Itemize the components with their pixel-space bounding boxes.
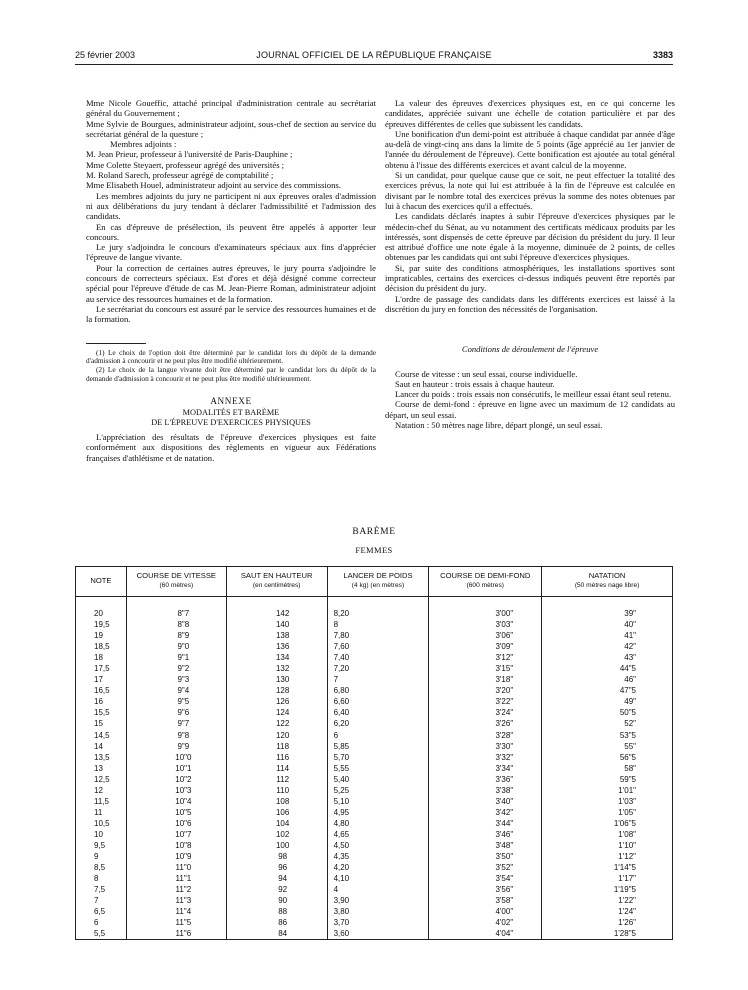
bareme-title: BARÈME bbox=[352, 527, 396, 537]
table-cell: 3'26" bbox=[429, 718, 542, 729]
table-cell: 7,60 bbox=[327, 641, 429, 652]
paragraph: Le jury s'adjoindra le concours d'examinateurs spéciaux aux fins d'apprécier l'épreuve de langue vivante. bbox=[86, 242, 376, 263]
table-cell: 9 bbox=[76, 851, 127, 862]
table-cell: 3'34" bbox=[429, 763, 542, 774]
paragraph: Les candidats déclarés inaptes à subir l'épreuve d'exercices physiques par le médecin-chef du Sénat, au vu notamment des certificats médicaux produits par les intéressés, sont dispensés de cette épreuve par décision du président du jury. Il leur est attribué d'office une note égale à la moyenne, diminuée de 2 points, de celles obtenues par les candidats qui ont subi l'épreuve d'exercices physiques. bbox=[385, 211, 675, 263]
table-cell: 40" bbox=[542, 619, 673, 630]
table-cell: 3'18" bbox=[429, 674, 542, 685]
footnote: (1) Le choix de l'option doit être déterminé par le candidat lors du dépôt de la demande d'admission à concourir et ne peut plus être modifié ultérieurement. bbox=[86, 347, 376, 366]
table-cell: 3'30" bbox=[429, 741, 542, 752]
table-cell: 3'48" bbox=[429, 840, 542, 851]
table-cell: 5,85 bbox=[327, 741, 429, 752]
header-page-number: 3383 bbox=[652, 50, 673, 60]
table-cell: 84 bbox=[226, 928, 327, 940]
table-cell: 11"3 bbox=[126, 895, 226, 906]
table-cell: 116 bbox=[226, 752, 327, 763]
table-cell: 50"5 bbox=[542, 707, 673, 718]
table-cell: 11"6 bbox=[126, 928, 226, 940]
column-header: COURSE DE DEMI-FOND (600 mètres) bbox=[429, 567, 542, 597]
table-cell: 12 bbox=[76, 785, 127, 796]
paragraph: Course de demi-fond : épreuve en ligne avec un maximum de 12 candidats au départ, un seul essai. bbox=[385, 399, 675, 420]
table-row bbox=[76, 785, 673, 796]
table-cell: 5,10 bbox=[327, 796, 429, 807]
table-cell: 19 bbox=[76, 630, 127, 641]
table-cell: 13,5 bbox=[76, 752, 127, 763]
table-cell: 8"7 bbox=[126, 608, 226, 619]
table-cell: 132 bbox=[226, 663, 327, 674]
table-cell: 6 bbox=[327, 730, 429, 741]
table-cell: 17 bbox=[76, 674, 127, 685]
bareme-subtitle: FEMMES bbox=[355, 545, 393, 555]
table-cell: 39" bbox=[542, 608, 673, 619]
table-cell: 96 bbox=[226, 862, 327, 873]
paragraph: Une bonification d'un demi-point est attribuée à chaque candidat par année d'âge au-delà de vingt-cinq ans dans la limite de 5 points (âge apprécié au 1er janvier de l'année du déroulement de l'épreuve). Cette bonification est ajoutée au total général obtenu à l'issue des différents exercices et avant calcul de la moyenne. bbox=[385, 128, 675, 170]
table-cell: 4,10 bbox=[327, 873, 429, 884]
table-cell: 1'26" bbox=[542, 917, 673, 928]
table-cell: 1'19"5 bbox=[542, 884, 673, 895]
page-header bbox=[75, 50, 673, 64]
table-cell: 8"9 bbox=[126, 630, 226, 641]
table-cell: 3'50" bbox=[429, 851, 542, 862]
annexe-subtitle: MODALITÉS ET BARÈME bbox=[182, 408, 280, 418]
header-rule bbox=[75, 64, 673, 65]
table-row bbox=[76, 873, 673, 884]
table-cell: 3'38" bbox=[429, 785, 542, 796]
table-cell: 59"5 bbox=[542, 774, 673, 785]
table-cell: 58" bbox=[542, 763, 673, 774]
table-row bbox=[76, 641, 673, 652]
column-header: LANCER DE POIDS (4 kg) (en mètres) bbox=[327, 567, 429, 597]
table-cell: 136 bbox=[226, 641, 327, 652]
table-cell: 6,60 bbox=[327, 696, 429, 707]
table-cell: 104 bbox=[226, 818, 327, 829]
table-cell: 6,40 bbox=[327, 707, 429, 718]
table-cell: 3'03" bbox=[429, 619, 542, 630]
left-column bbox=[86, 98, 376, 463]
table-cell: 3'09" bbox=[429, 641, 542, 652]
table-cell: 90 bbox=[226, 895, 327, 906]
table-cell: 10"8 bbox=[126, 840, 226, 851]
table-cell: 42" bbox=[542, 641, 673, 652]
table-cell: 1'05" bbox=[542, 807, 673, 818]
table-cell: 6 bbox=[76, 917, 127, 928]
table-cell: 4,65 bbox=[327, 829, 429, 840]
table-cell: 3'36" bbox=[429, 774, 542, 785]
table-cell: 9"1 bbox=[126, 652, 226, 663]
table-cell: 3'32" bbox=[429, 752, 542, 763]
table-cell: 1'06"5 bbox=[542, 818, 673, 829]
table-row bbox=[76, 796, 673, 807]
table-cell: 49" bbox=[542, 696, 673, 707]
table-cell: 3'52" bbox=[429, 862, 542, 873]
table-cell: 5,25 bbox=[327, 785, 429, 796]
column-header: COURSE DE VITESSE (60 mètres) bbox=[126, 567, 226, 597]
table-cell: 11 bbox=[76, 807, 127, 818]
table-cell: 122 bbox=[226, 718, 327, 729]
table-cell: 4,95 bbox=[327, 807, 429, 818]
table-cell: 3'12" bbox=[429, 652, 542, 663]
table-cell: 140 bbox=[226, 619, 327, 630]
table-cell: 10 bbox=[76, 829, 127, 840]
table-cell: 8,5 bbox=[76, 862, 127, 873]
table-cell: 138 bbox=[226, 630, 327, 641]
table-cell: 4,35 bbox=[327, 851, 429, 862]
paragraph: Si, par suite des conditions atmosphériques, les installations sportives sont impraticables, certains des exercices ci-dessus indiqués peuvent être reportés par décision du président du jury. bbox=[385, 262, 675, 294]
table-cell: 44"5 bbox=[542, 663, 673, 674]
paragraph: Pour la correction de certaines autres épreuves, le jury pourra s'adjoindre le concours de correcteurs spéciaux. Est d'ores et déjà désigné comme correcteur spécial pour l'épreuve d'étude de cas M. Jean-Pierre Roman, administrateur adjoint au service des ressources humaines et de la formation. bbox=[86, 262, 376, 304]
table-row bbox=[76, 630, 673, 641]
table-cell: 1'10" bbox=[542, 840, 673, 851]
table-cell: 3,80 bbox=[327, 906, 429, 917]
table-cell: 5,5 bbox=[76, 928, 127, 940]
table-cell: 4,20 bbox=[327, 862, 429, 873]
table-cell: 3,60 bbox=[327, 928, 429, 940]
header-journal-title: JOURNAL OFFICIEL DE LA RÉPUBLIQUE FRANÇAISE bbox=[256, 50, 492, 60]
table-cell: 47"5 bbox=[542, 685, 673, 696]
table-cell: 43" bbox=[542, 652, 673, 663]
header-date: 25 février 2003 bbox=[75, 50, 136, 60]
paragraph: Le secrétariat du concours est assuré par le service des ressources humaines et de la formation. bbox=[86, 303, 376, 325]
table-cell: 6,20 bbox=[327, 718, 429, 729]
paragraph: Si un candidat, pour quelque cause que ce soit, ne peut effectuer la totalité des exercices prévus, la note qui lui est attribuée à la fin de l'épreuve est calculée en divisant par le nombre total des exercices prévus la somme des notes obtenues par lui à chacun des exercices qu'il a effectués. bbox=[385, 170, 675, 211]
table-cell: 53"5 bbox=[542, 730, 673, 741]
paragraph: L'appréciation des résultats de l'épreuve d'exercices physiques est faite conformément aux dispositions des règlements en vigueur aux Fédérations françaises d'athlétisme et de natation. bbox=[86, 432, 376, 463]
table-row bbox=[76, 741, 673, 752]
table-row bbox=[76, 895, 673, 906]
table-cell: 18 bbox=[76, 652, 127, 663]
table-cell: 16 bbox=[76, 696, 127, 707]
paragraph: Membres adjoints : bbox=[110, 139, 177, 150]
table-cell: 126 bbox=[226, 696, 327, 707]
table-cell: 46" bbox=[542, 674, 673, 685]
table-cell: 10"2 bbox=[126, 774, 226, 785]
table-cell: 9"3 bbox=[126, 674, 226, 685]
table-row bbox=[76, 829, 673, 840]
table-cell: 110 bbox=[226, 785, 327, 796]
table-row bbox=[76, 608, 673, 619]
table-cell: 8,20 bbox=[327, 608, 429, 619]
table-cell: 9"5 bbox=[126, 696, 226, 707]
table-cell: 102 bbox=[226, 829, 327, 840]
table-row bbox=[76, 619, 673, 630]
table-cell: 9,5 bbox=[76, 840, 127, 851]
table-cell: 10"0 bbox=[126, 752, 226, 763]
table-row bbox=[76, 807, 673, 818]
paragraph: Mme Elisabeth Houel, administrateur adjoint au service des commissions. bbox=[86, 180, 341, 191]
table-cell: 12,5 bbox=[76, 774, 127, 785]
table-cell: 128 bbox=[226, 685, 327, 696]
table-row bbox=[76, 928, 673, 940]
table-cell: 11"0 bbox=[126, 862, 226, 873]
table-cell: 112 bbox=[226, 774, 327, 785]
annexe-subtitle: DE L'ÉPREUVE D'EXERCICES PHYSIQUES bbox=[151, 418, 311, 428]
table-cell: 9"4 bbox=[126, 685, 226, 696]
table-cell: 3'44" bbox=[429, 818, 542, 829]
table-cell: 10"6 bbox=[126, 818, 226, 829]
table-cell: 55" bbox=[542, 741, 673, 752]
table-cell: 5,70 bbox=[327, 752, 429, 763]
table-cell: 3,90 bbox=[327, 895, 429, 906]
table-cell: 10,5 bbox=[76, 818, 127, 829]
table-row bbox=[76, 652, 673, 663]
table-cell: 3'40" bbox=[429, 796, 542, 807]
table-cell: 8 bbox=[327, 619, 429, 630]
table-cell: 1'28"5 bbox=[542, 928, 673, 940]
table-cell: 1'12" bbox=[542, 851, 673, 862]
table-cell: 3'54" bbox=[429, 873, 542, 884]
table-cell: 9"8 bbox=[126, 730, 226, 741]
table-cell: 3'20" bbox=[429, 685, 542, 696]
table-cell: 3'42" bbox=[429, 807, 542, 818]
table-cell: 10"3 bbox=[126, 785, 226, 796]
table-cell: 98 bbox=[226, 851, 327, 862]
table-body bbox=[76, 597, 673, 940]
table-cell: 134 bbox=[226, 652, 327, 663]
table-cell: 1'08" bbox=[542, 829, 673, 840]
table-cell: 88 bbox=[226, 906, 327, 917]
table-cell: 4'04" bbox=[429, 928, 542, 940]
paragraph: Lancer du poids : trois essais non consécutifs, le meilleur essai étant seul retenu. bbox=[395, 389, 672, 400]
table-row bbox=[76, 840, 673, 851]
table-row bbox=[76, 884, 673, 895]
table-row bbox=[76, 862, 673, 873]
table-cell: 13 bbox=[76, 763, 127, 774]
table-cell: 3'58" bbox=[429, 895, 542, 906]
footnote: (2) Le choix de la langue vivante doit être déterminé par le candidat lors du dépôt de la demande d'admission à concourir et ne peut plus être modifié ultérieurement. bbox=[86, 365, 376, 383]
table-row bbox=[76, 818, 673, 829]
table-row bbox=[76, 851, 673, 862]
right-column bbox=[385, 98, 675, 430]
table-cell: 3'00" bbox=[429, 608, 542, 619]
table-cell: 3,70 bbox=[327, 917, 429, 928]
table-cell: 106 bbox=[226, 807, 327, 818]
table-cell: 8"8 bbox=[126, 619, 226, 630]
table-cell: 3'06" bbox=[429, 630, 542, 641]
spacer bbox=[86, 325, 376, 336]
table-cell: 120 bbox=[226, 730, 327, 741]
column-header: NOTE bbox=[76, 567, 127, 597]
table-cell: 7,40 bbox=[327, 652, 429, 663]
paragraph: M. Roland Sarech, professeur agrégé de comptabilité ; bbox=[86, 170, 274, 181]
table-cell: 10"4 bbox=[126, 796, 226, 807]
table-cell: 124 bbox=[226, 707, 327, 718]
table-header-row bbox=[76, 567, 673, 597]
table-cell: 56"5 bbox=[542, 752, 673, 763]
paragraph: Les membres adjoints du jury ne participent ni aux épreuves orales d'admission ni aux délibérations du jury tendant à déclarer l'admissibilité et l'admission des candidats. bbox=[86, 190, 376, 222]
table-cell: 14,5 bbox=[76, 730, 127, 741]
table-cell: 142 bbox=[226, 608, 327, 619]
table-row bbox=[76, 917, 673, 928]
table-row bbox=[76, 752, 673, 763]
table-cell: 4,50 bbox=[327, 840, 429, 851]
table-cell: 1'03" bbox=[542, 796, 673, 807]
table-cell: 3'56" bbox=[429, 884, 542, 895]
table-cell: 3'22" bbox=[429, 696, 542, 707]
column-header: SAUT EN HAUTEUR (en centimètres) bbox=[226, 567, 327, 597]
table-row bbox=[76, 663, 673, 674]
table-cell: 1'14"5 bbox=[542, 862, 673, 873]
paragraph: Mme Nicole Goueffic, attaché principal d'administration centrale au secrétariat général du Gouvernement ; bbox=[86, 98, 376, 119]
table-cell: 4 bbox=[327, 884, 429, 895]
table-cell: 3'24" bbox=[429, 707, 542, 718]
table-cell: 118 bbox=[226, 741, 327, 752]
table-row bbox=[76, 718, 673, 729]
table-row bbox=[76, 763, 673, 774]
column-header: NATATION (50 mètres nage libre) bbox=[542, 567, 673, 597]
paragraph: La valeur des épreuves d'exercices physiques est, en ce qui concerne les candidates, appréciée suivant une échelle de cotation particulière et par des épreuves différentes de celles que subissent les candidats. bbox=[385, 98, 675, 129]
table-cell: 11"2 bbox=[126, 884, 226, 895]
table-cell: 5,55 bbox=[327, 763, 429, 774]
table-cell: 41" bbox=[542, 630, 673, 641]
table-cell: 6,5 bbox=[76, 906, 127, 917]
table-cell: 11"5 bbox=[126, 917, 226, 928]
table-cell: 108 bbox=[226, 796, 327, 807]
table-cell: 11"4 bbox=[126, 906, 226, 917]
annexe-title: ANNEXE bbox=[210, 395, 252, 406]
table-cell: 4'00" bbox=[429, 906, 542, 917]
table-row bbox=[76, 730, 673, 741]
table-cell: 1'24" bbox=[542, 906, 673, 917]
table-cell: 94 bbox=[226, 873, 327, 884]
table-cell: 52" bbox=[542, 718, 673, 729]
paragraph: Course de vitesse : un seul essai, course individuelle. bbox=[395, 368, 578, 379]
paragraph: M. Jean Prieur, professeur à l'université de Paris-Dauphine ; bbox=[86, 149, 293, 160]
table-cell: 11,5 bbox=[76, 796, 127, 807]
table-cell: 8 bbox=[76, 873, 127, 884]
table-row bbox=[76, 696, 673, 707]
paragraph: En cas d'épreuve de présélection, ils peuvent être appelés à apporter leur concours. bbox=[86, 221, 376, 242]
table-row bbox=[76, 707, 673, 718]
paragraph: Mme Sylvie de Bourgues, administrateur adjoint, sous-chef de section au service du secrétariat général de la questure ; bbox=[86, 118, 376, 139]
table-cell: 92 bbox=[226, 884, 327, 895]
table-cell: 100 bbox=[226, 840, 327, 851]
paragraph: Saut en hauteur : trois essais à chaque hauteur. bbox=[395, 378, 555, 389]
table-cell: 6,80 bbox=[327, 685, 429, 696]
table-cell: 7,80 bbox=[327, 630, 429, 641]
table-row bbox=[76, 906, 673, 917]
footnote-rule bbox=[86, 343, 146, 344]
table-cell: 130 bbox=[226, 674, 327, 685]
table-cell: 7 bbox=[76, 895, 127, 906]
table-cell: 86 bbox=[226, 917, 327, 928]
table-cell: 9"9 bbox=[126, 741, 226, 752]
table-cell: 14 bbox=[76, 741, 127, 752]
table-cell: 3'46" bbox=[429, 829, 542, 840]
table-cell: 9"7 bbox=[126, 718, 226, 729]
table-cell: 4'02" bbox=[429, 917, 542, 928]
table-cell: 11"1 bbox=[126, 873, 226, 884]
table-cell: 19,5 bbox=[76, 619, 127, 630]
table-cell: 1'17" bbox=[542, 873, 673, 884]
table-row bbox=[76, 774, 673, 785]
table-cell: 7,20 bbox=[327, 663, 429, 674]
table-cell: 5,40 bbox=[327, 774, 429, 785]
table-cell: 16,5 bbox=[76, 685, 127, 696]
table-cell: 10"5 bbox=[126, 807, 226, 818]
table-cell: 1'01" bbox=[542, 785, 673, 796]
table-cell: 3'15" bbox=[429, 663, 542, 674]
table-cell: 10"9 bbox=[126, 851, 226, 862]
table-cell: 15,5 bbox=[76, 707, 127, 718]
table-cell: 114 bbox=[226, 763, 327, 774]
paragraph: L'ordre de passage des candidats dans les différents exercices est laissé à la discrétion du jury en fonction des nécessités de l'organisation. bbox=[385, 293, 675, 314]
table-cell: 7,5 bbox=[76, 884, 127, 895]
table-cell: 18,5 bbox=[76, 641, 127, 652]
conditions-title: Conditions de déroulement de l'épreuve bbox=[461, 344, 599, 355]
paragraph: Natation : 50 mètres nage libre, départ plongé, un seul essai. bbox=[395, 420, 603, 431]
table-cell: 15 bbox=[76, 718, 127, 729]
table-spacer-row bbox=[76, 597, 673, 609]
table-cell: 9"0 bbox=[126, 641, 226, 652]
bareme-table bbox=[75, 566, 673, 940]
table-row bbox=[76, 685, 673, 696]
table-cell: 10"1 bbox=[126, 763, 226, 774]
table-cell: 7 bbox=[327, 674, 429, 685]
table-cell: 17,5 bbox=[76, 663, 127, 674]
table-row bbox=[76, 674, 673, 685]
table-cell: 3'28" bbox=[429, 730, 542, 741]
paragraph: Mme Colette Steyaert, professeur agrégé des universités ; bbox=[86, 159, 285, 170]
table-cell: 10"7 bbox=[126, 829, 226, 840]
table-cell: 20 bbox=[76, 608, 127, 619]
table-cell: 1'22" bbox=[542, 895, 673, 906]
table-cell: 9"6 bbox=[126, 707, 226, 718]
table-cell: 4,80 bbox=[327, 818, 429, 829]
table-cell: 9"2 bbox=[126, 663, 226, 674]
